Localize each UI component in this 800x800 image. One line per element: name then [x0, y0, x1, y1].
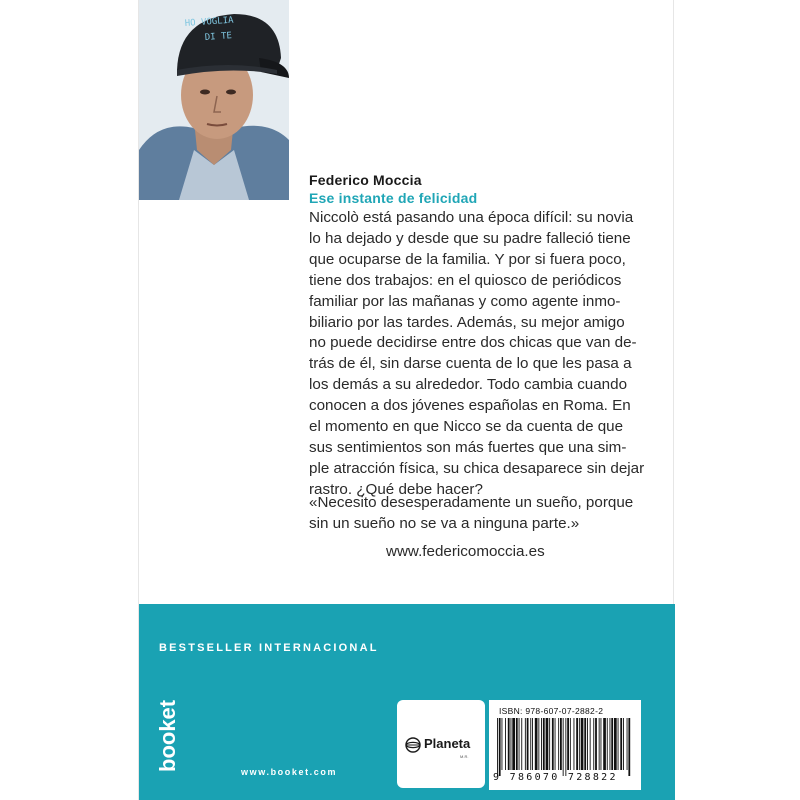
isbn-barcode-block [489, 700, 641, 790]
barcode-bar [590, 718, 591, 770]
synopsis-line: biliario por las tardes. Además, su mejor amigo [309, 313, 625, 331]
barcode-bar [610, 718, 611, 770]
synopsis-line: trás de él, sin darse cuenta de lo que les pasa a [309, 355, 632, 373]
synopsis-line: Niccolò está pasando una época difícil: su novia [309, 209, 634, 226]
isbn-label: ISBN: 978-607-07-2882-2 [499, 706, 604, 716]
quote-line: sin un sueño no se va a ninguna parte.» [309, 514, 580, 532]
barcode-bar [587, 718, 588, 770]
barcode-bar [525, 718, 526, 770]
barcode-bar [521, 718, 522, 770]
barcode-bar [584, 718, 586, 770]
synopsis-line: sus sentimientos son más fuertes que una sim- [309, 438, 627, 456]
barcode-bar [530, 718, 531, 770]
synopsis-line: rastro. ¿Qué debe hacer? [309, 480, 483, 498]
synopsis-line: conocen a dos jóvenes españolas en Roma. En [309, 397, 631, 415]
barcode-digits: 9 786070 728822 [493, 772, 618, 783]
barcode-bar [611, 718, 613, 770]
author-portrait-illustration [139, 0, 289, 200]
barcode-bar [607, 718, 608, 770]
barcode-bar [623, 718, 624, 770]
barcode-bar [618, 718, 619, 770]
book-back-cover [138, 0, 674, 800]
barcode-bar [512, 718, 515, 770]
barcode-bar [593, 718, 594, 770]
barcode-bar [527, 718, 529, 770]
barcode-bar [502, 718, 503, 770]
bestseller-label: BESTSELLER INTERNACIONAL [159, 642, 379, 654]
barcode-bar [552, 718, 554, 770]
barcode-bar [508, 718, 510, 770]
barcode-bar [628, 718, 630, 776]
booket-logo [153, 688, 183, 774]
barcode-bar [546, 718, 549, 770]
barcode-bar [599, 718, 600, 770]
planeta-globe-icon [405, 737, 421, 753]
barcode-bar [627, 718, 628, 770]
author-website-link[interactable]: www.federicomoccia.es [386, 543, 545, 560]
author-name: Federico Moccia [309, 172, 422, 188]
barcode-bar [614, 718, 617, 770]
author-quote [309, 493, 669, 535]
quote-line: «Necesito desesperadamente un sueño, porque [309, 494, 634, 511]
synopsis-line: tiene dos trabajos: en el quiosco de periódicos [309, 271, 622, 289]
barcode-bar [538, 718, 539, 770]
barcode-bar [576, 718, 578, 770]
book-title: Ese instante de felicidad [309, 190, 478, 206]
barcode-bar [595, 718, 597, 770]
barcode-bar [511, 718, 512, 770]
synopsis-line: los demás a su alrededor. Todo cambia cuando [309, 376, 628, 394]
planeta-wordmark: Planeta [424, 736, 471, 751]
barcode-bar [505, 718, 506, 770]
svg-text:DI TE: DI TE [204, 31, 233, 43]
barcode-bar [574, 718, 575, 770]
barcode-bar [558, 718, 559, 770]
barcode-bar [549, 718, 550, 770]
barcode-bar [601, 718, 602, 770]
barcode-bar [499, 718, 501, 776]
bottom-band [139, 604, 675, 800]
synopsis-line: familiar por las mañanas y como agente inmo- [309, 292, 621, 310]
booket-url[interactable]: www.booket.com [241, 767, 338, 777]
barcode-bar [581, 718, 584, 770]
barcode-bar [555, 718, 556, 770]
svg-text:booket: booket [155, 699, 180, 772]
barcode-bar [560, 718, 562, 770]
book-synopsis [309, 208, 653, 501]
barcode-bar [620, 718, 622, 770]
barcode-bar [579, 718, 580, 770]
barcode-bar [603, 718, 606, 770]
synopsis-line: no puede decidirse entre dos chicas que van de- [309, 334, 637, 352]
barcode-bar [497, 718, 498, 776]
barcode-bar [563, 718, 564, 776]
author-photo [139, 0, 289, 200]
barcode-bar [516, 718, 518, 770]
barcode-icon [495, 718, 635, 776]
barcode-bar [541, 718, 542, 770]
barcode-bar [567, 718, 569, 770]
barcode-bar [535, 718, 538, 770]
synopsis-line: el momento en que Nicco se da cuenta de que [309, 418, 624, 436]
synopsis-line: que ocuparse de la familia. Y por si fuera poco, [309, 250, 626, 268]
barcode-bar [565, 718, 566, 776]
barcode-bar [543, 718, 545, 770]
synopsis-line: ple atracción física, su chica desaparece sin dejar [309, 459, 645, 477]
barcode-bar [519, 718, 520, 770]
planeta-logo-box [397, 700, 485, 788]
planeta-registered-mark: M.R. [460, 754, 469, 759]
svg-text:HO VOGLIA: HO VOGLIA [184, 15, 234, 29]
barcode-bar [532, 718, 533, 770]
barcode-bar [570, 718, 571, 770]
synopsis-line: lo ha dejado y desde que su padre falleció tiene [309, 229, 631, 247]
